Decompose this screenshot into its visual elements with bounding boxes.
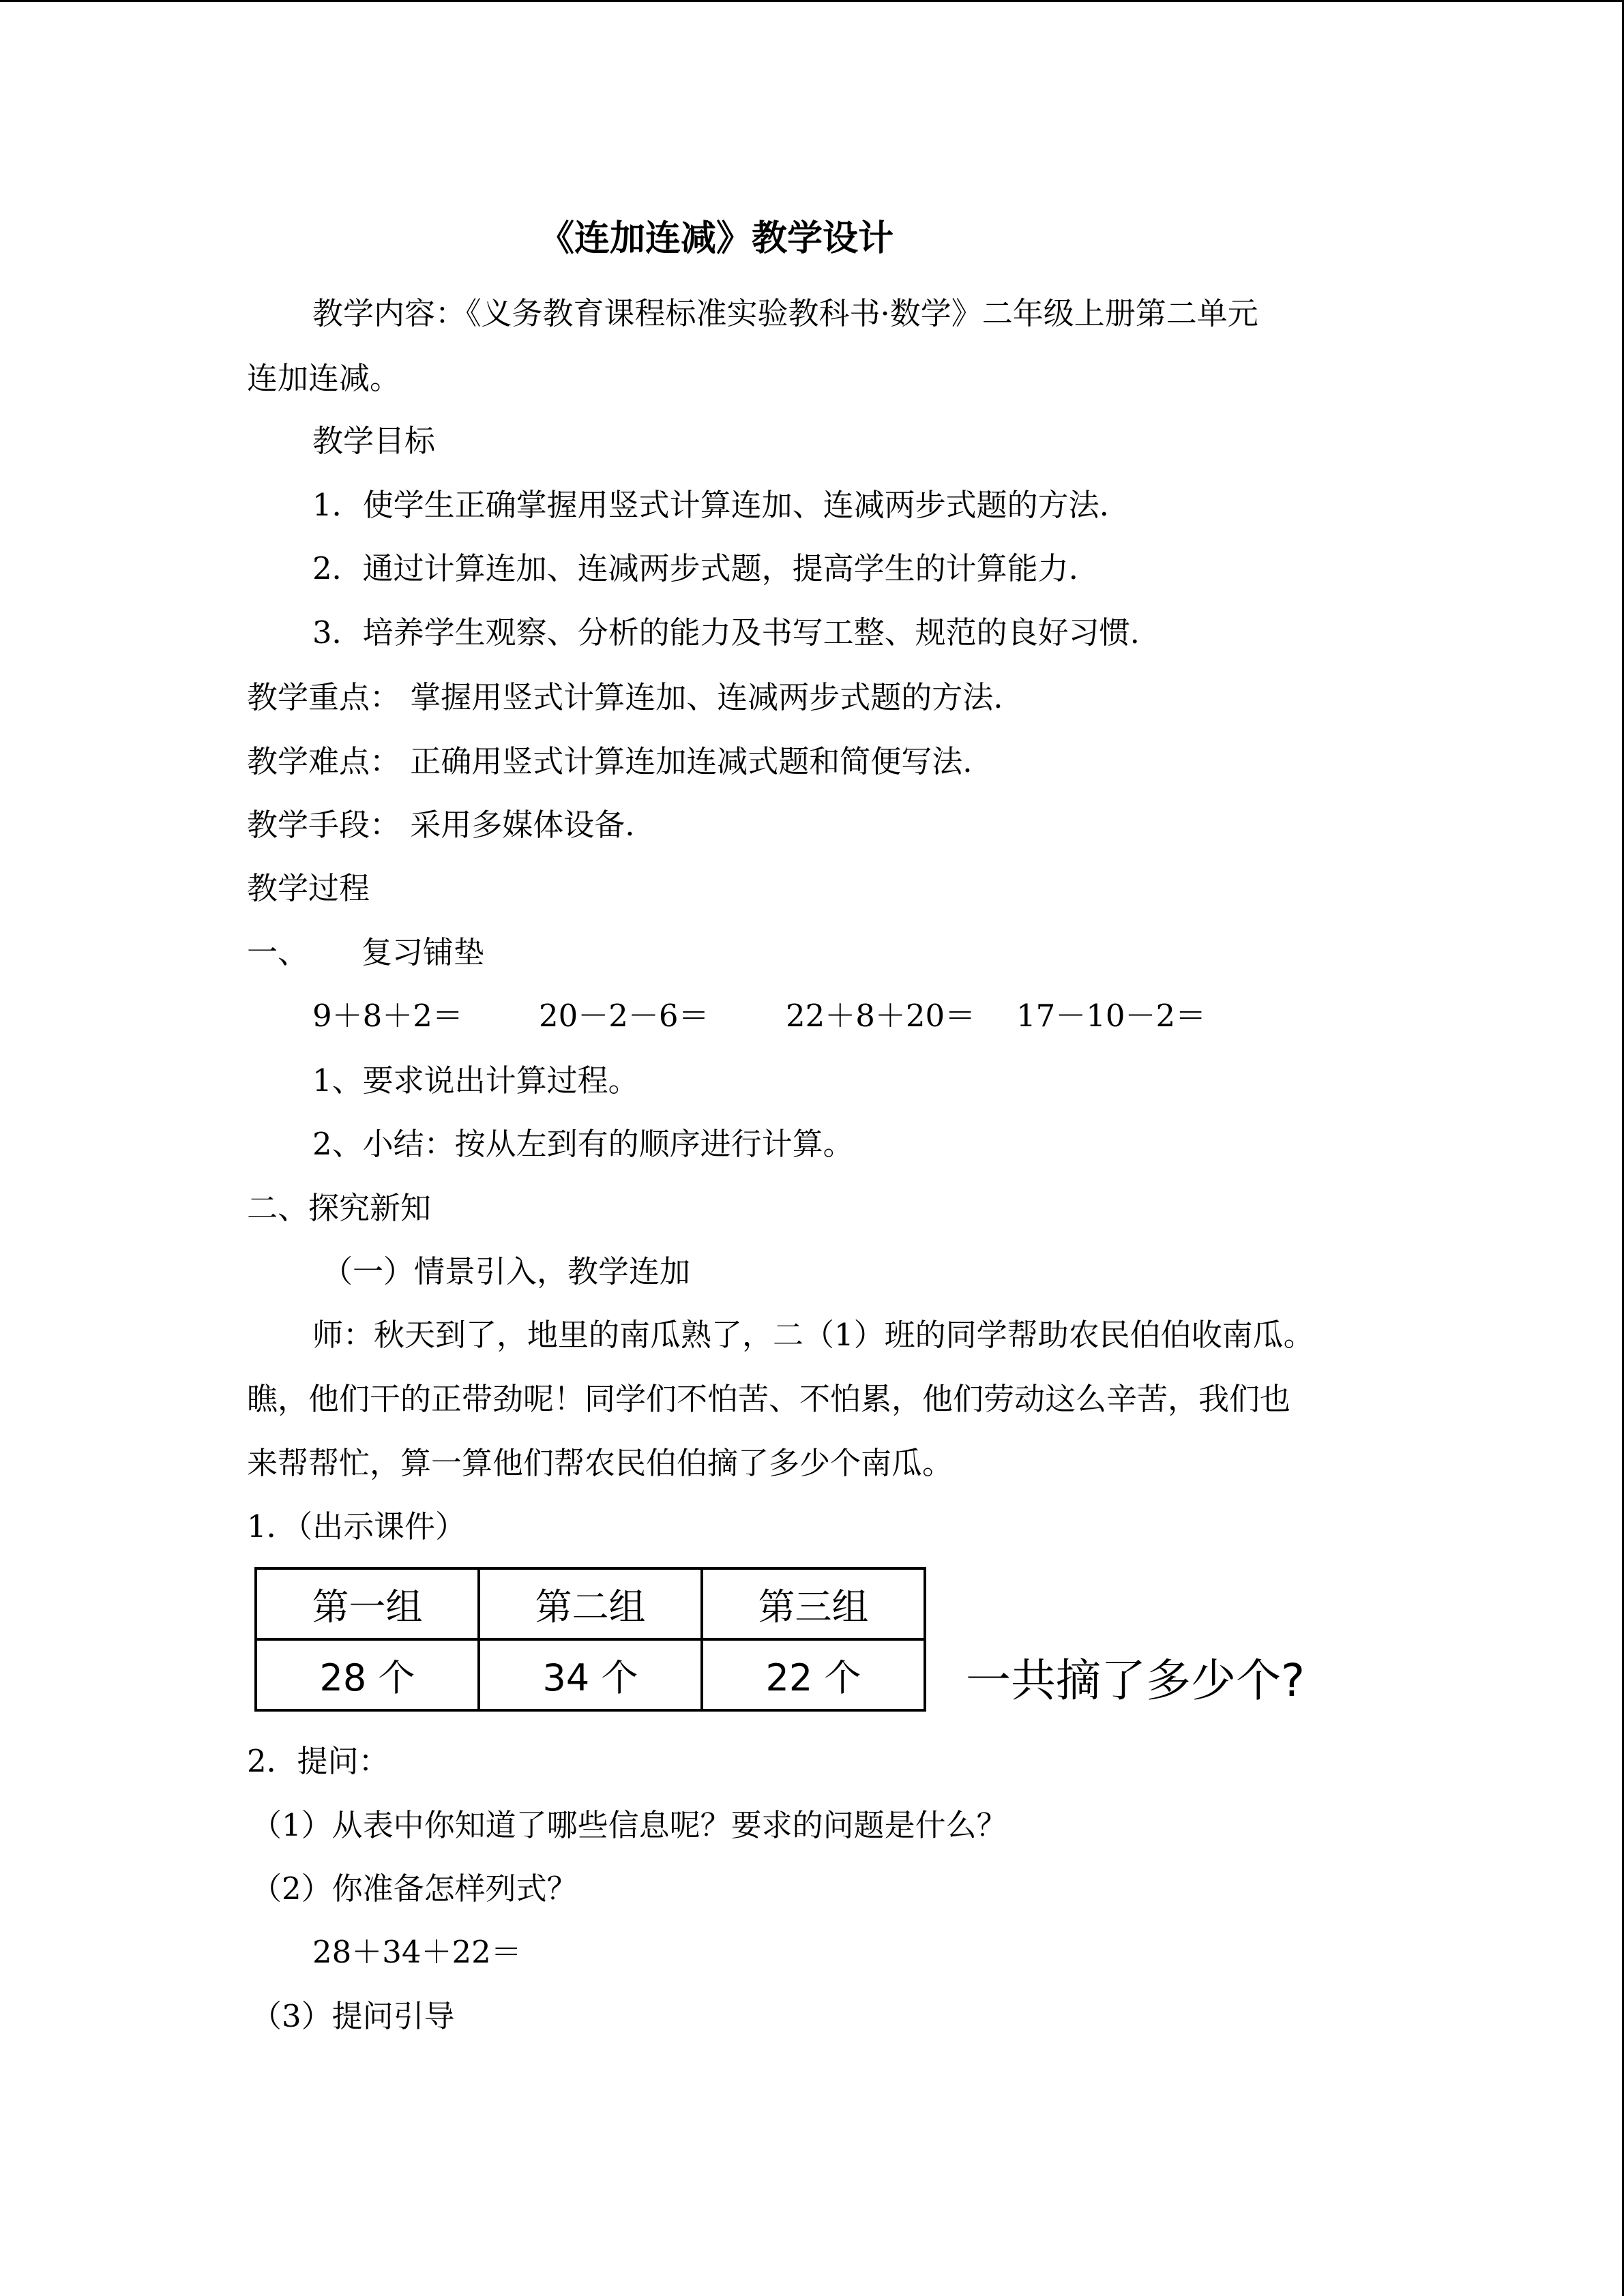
content-intro-cont: 连加连减。	[247, 360, 401, 396]
section1-item-1: 1、要求说出计算过程。	[312, 1062, 639, 1099]
exercise-1: 9＋8＋2＝	[312, 998, 463, 1034]
process-heading: 教学过程	[247, 870, 370, 906]
objective-1: 1．使学生正确掌握用竖式计算连加、连减两步式题的方法.	[312, 487, 1109, 523]
teacher-line-2: 瞧，他们干的正带劲呢！同学们不怕苦、不怕累，他们劳动这么辛苦，我们也	[247, 1381, 1291, 1417]
content-intro: 教学内容：《义务教育课程标准实验教科书·数学》二年级上册第二单元	[312, 295, 1258, 331]
teacher-line-1: 师：秋天到了，地里的南瓜熟了，二（1）班的同学帮助农民伯伯收南瓜。	[312, 1317, 1314, 1353]
section2-heading: 二、探究新知	[247, 1190, 432, 1226]
table-cell: 34 个	[479, 1639, 702, 1710]
section1-item-2: 2、小结：按从左到有的顺序进行计算。	[312, 1126, 854, 1162]
table-cell: 28 个	[256, 1639, 479, 1710]
table-row	[256, 1639, 925, 1710]
table-header-cell: 第一组	[256, 1568, 479, 1639]
step-2: 2．提问：	[247, 1743, 389, 1779]
table-header-cell: 第三组	[702, 1568, 925, 1639]
objective-3: 3．培养学生观察、分析的能力及书写工整、规范的良好习惯.	[312, 614, 1140, 651]
exercise-4: 17－10－2＝	[1016, 998, 1207, 1034]
objective-2: 2．通过计算连加、连减两步式题，提高学生的计算能力.	[312, 550, 1078, 586]
section2-sub1: （一）情景引入，教学连加	[322, 1253, 691, 1289]
key-point: 教学重点： 掌握用竖式计算连加、连减两步式题的方法.	[247, 679, 1003, 715]
document-title: 《连加连减》教学设计	[539, 218, 894, 259]
teacher-line-3: 来帮帮忙，算一算他们帮农民伯伯摘了多少个南瓜。	[247, 1445, 954, 1481]
exercise-3: 22＋8＋20＝	[786, 998, 976, 1034]
step-1: 1．（出示课件）	[247, 1508, 467, 1545]
objectives-heading: 教学目标	[312, 423, 436, 459]
question-1: （1）从表中你知道了哪些信息呢？要求的问题是什么？	[251, 1807, 1007, 1843]
teaching-means: 教学手段： 采用多媒体设备.	[247, 807, 635, 843]
exercise-2: 20－2－6＝	[539, 998, 709, 1034]
formula: 28＋34＋22＝	[312, 1934, 522, 1970]
groups-table	[254, 1567, 926, 1712]
question-3: （3）提问引导	[251, 1998, 455, 2034]
section1-heading: 复习铺垫	[361, 934, 485, 970]
table-header-cell: 第二组	[479, 1568, 702, 1639]
table-question: 一共摘了多少个?	[966, 1654, 1305, 1707]
section1-number: 一、	[247, 934, 309, 970]
table-header-row	[256, 1568, 925, 1639]
question-2: （2）你准备怎样列式？	[251, 1870, 578, 1907]
table-cell: 22 个	[702, 1639, 925, 1710]
page-border-top	[0, 0, 1624, 2]
difficulty: 教学难点： 正确用竖式计算连加连减式题和简便写法.	[247, 743, 973, 779]
